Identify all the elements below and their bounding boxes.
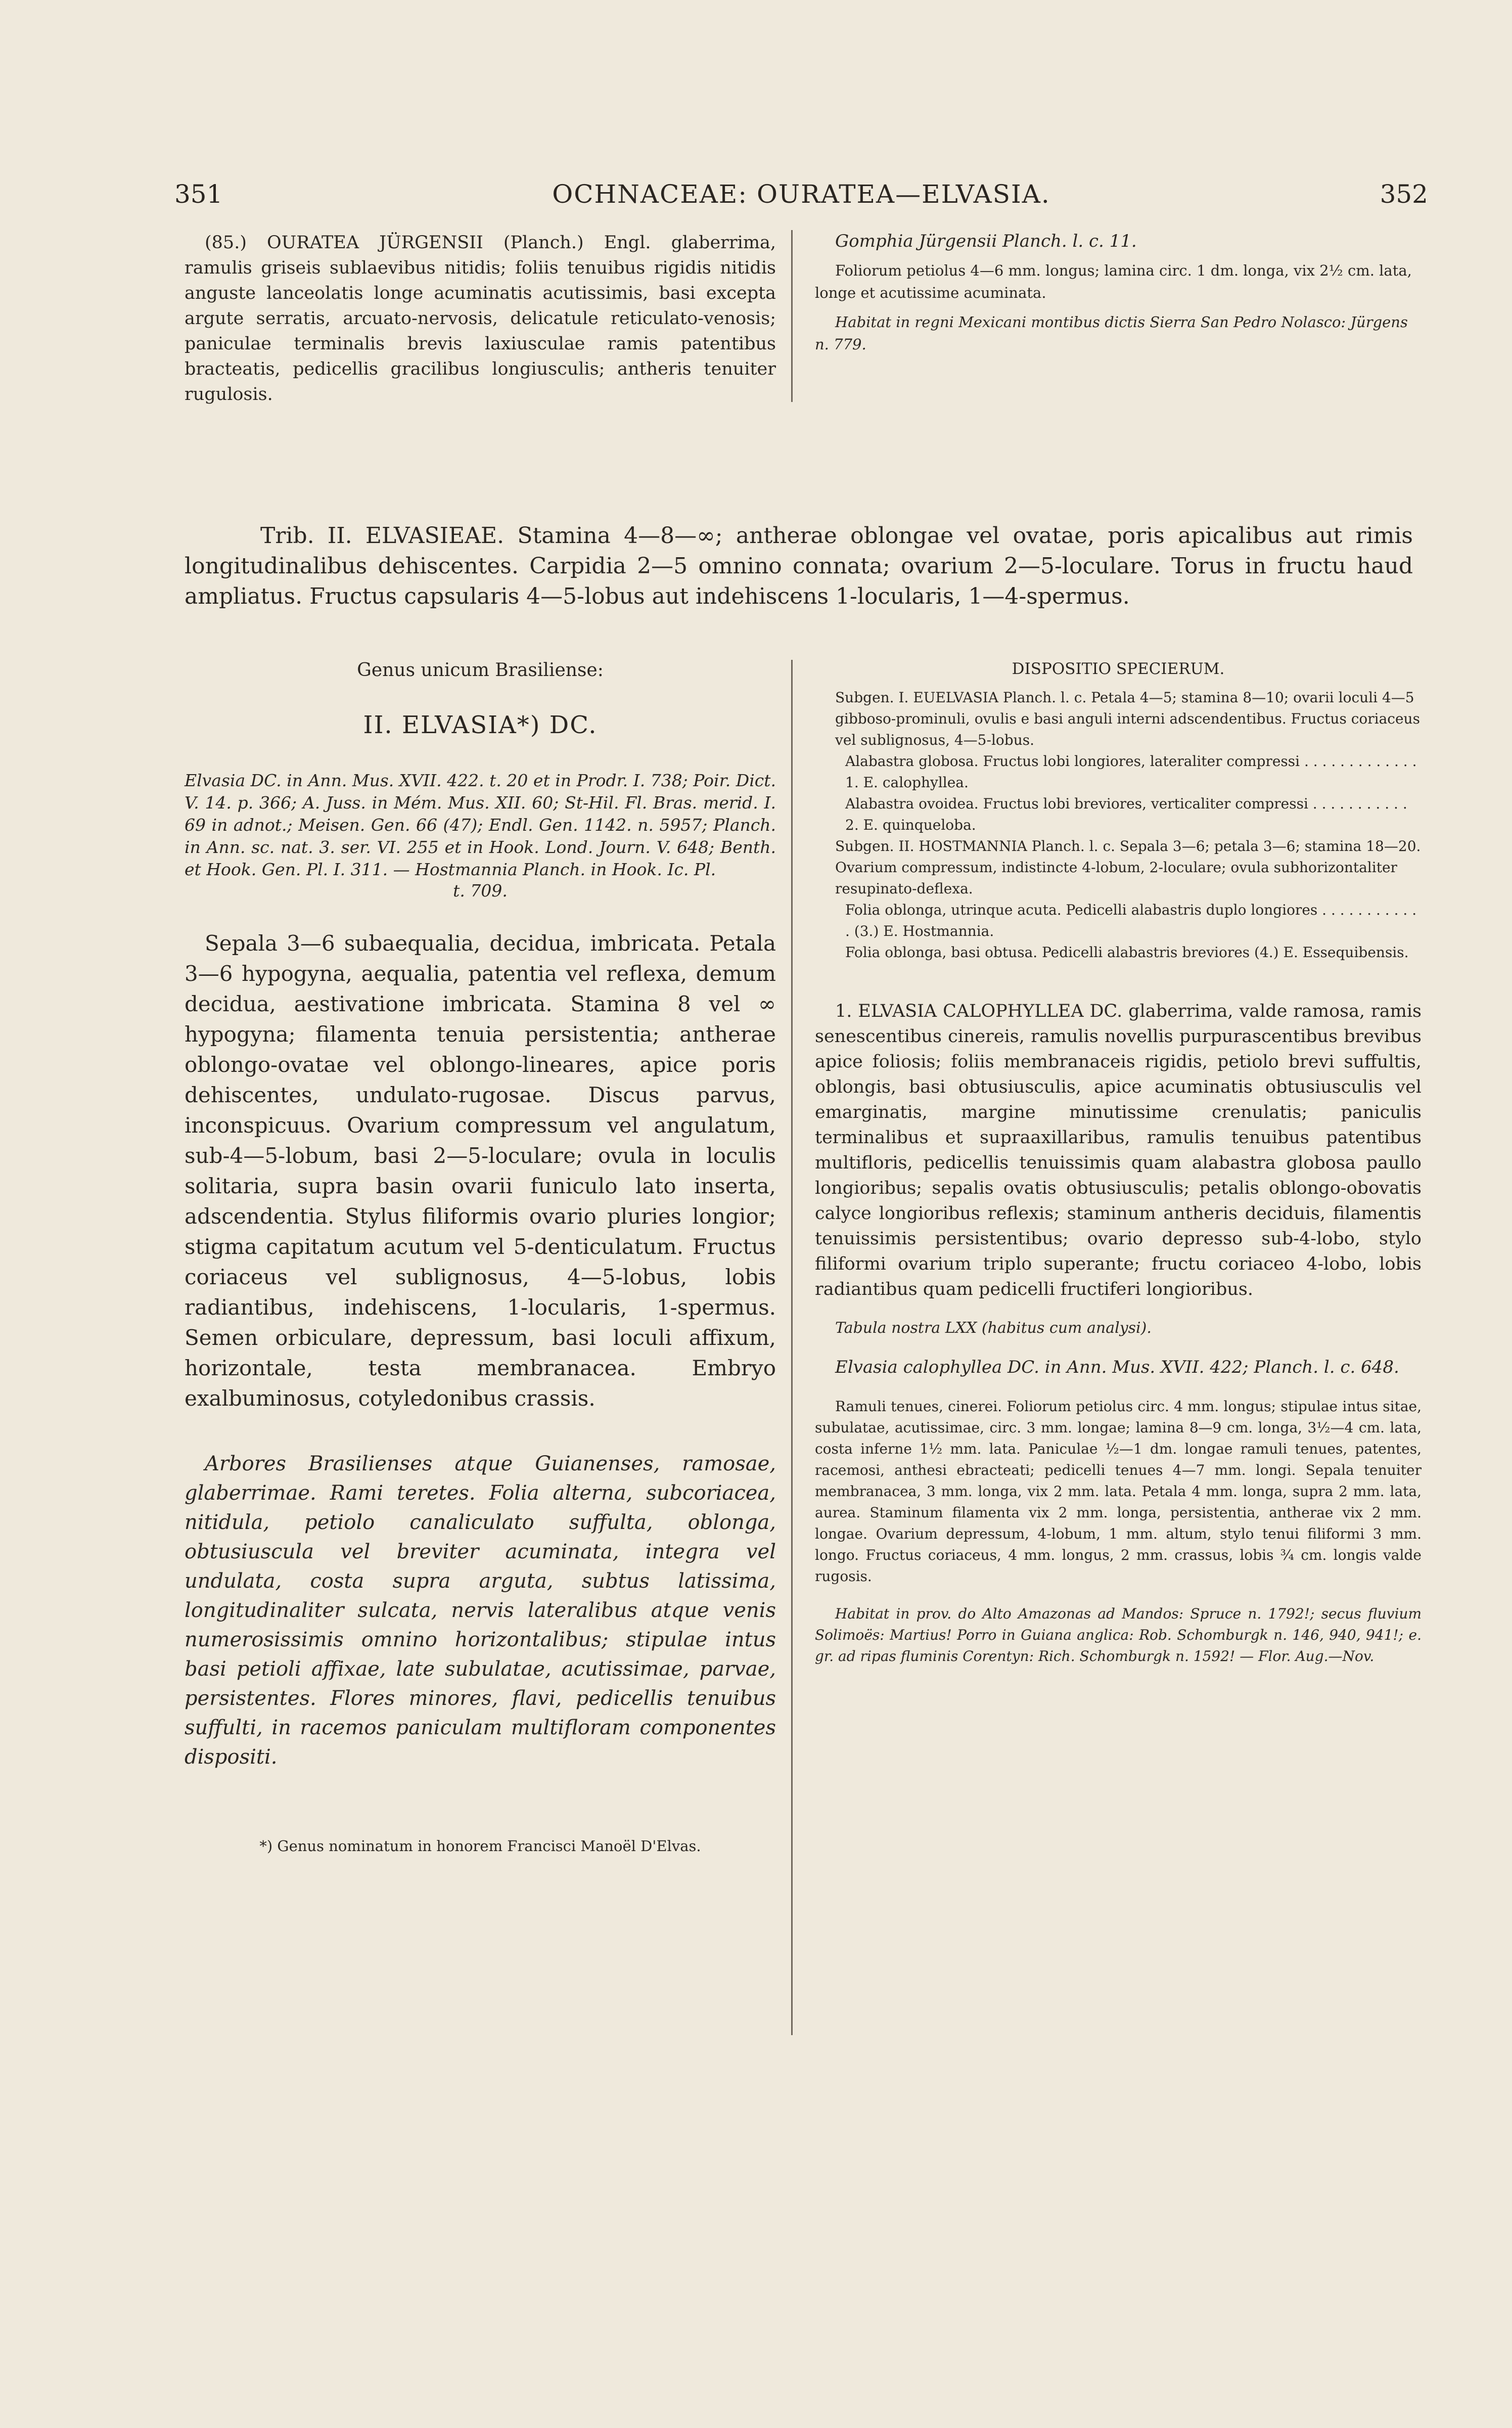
key-item-quinqueloba: Alabastra ovoidea. Fructus lobi breviores, verticaliter compressi . . . . . . . . . . . 2. E. quinqueloba. <box>845 795 1407 833</box>
species-1-description: 1. ELVASIA CALOPHYLLEA DC. glaberrima, valde ramosa, ramis senescentibus cinereis, ramulis novellis purpurascentibus brevibus apice foliosis; foliis membranaceis rigidis, petiolo brevi suffultis, oblongis, basi obtusiusculis, apice acuminatis obtusiusculis vel emarginatis, margine minutissime crenulatis; paniculis terminalibus et supraaxillaribus, ramulis tenuibus patentibus multifloris, pedicellis tenuissimis quam alabastra globosa paullo longioribus; sepalis ovatis obtusiusculis; petalis oblongo-obovatis calyce longioribus reflexis; staminum antheris deciduis, filamentis tenuissimis persistentibus; ovario depresso sub-4-lobo, stylo filiformi ovarium triplo superante; fructu coriaceo 4-lobo, lobis radiantibus quam pedicelli fructiferi longioribus. <box>815 1001 1422 1299</box>
genus-synonymy-end: t. 709. <box>453 881 508 901</box>
left-page-number: 351 <box>174 179 223 209</box>
leaf-details: Foliorum petiolus 4—6 mm. longus; lamina circ. 1 dm. longa, vix 2½ cm. lata, longe et acutissime acuminata. <box>815 262 1412 301</box>
left-column <box>185 660 776 1855</box>
running-title: OCHNACEAE: OURATEA—ELVASIA. <box>552 179 1050 209</box>
top-column-divider <box>791 230 793 402</box>
ouratea-jurgensii-notes <box>815 230 1422 363</box>
synonym-line: Gomphia Jürgensii Planch. l. c. 11. <box>835 231 1137 251</box>
page-header <box>174 179 1428 220</box>
species-1-details: Ramuli tenues, cinerei. Foliorum petiolus circ. 4 mm. longus; stipulae intus sitae, subulatae, acutissimae, circ. 3 mm. longae; lamina 8—9 cm. longa, 3½—4 cm. lata, costa inferne 1½ mm. lata. Paniculae ½—1 dm. longae ramuli tenues, patentes, racemosi, anthesi ebracteati; pedicelli tenues 4—7 mm. longi. Sepala tenuiter membranacea, 3 mm. longa, vix 2 mm. lata. Petala 4 mm. longa, supra 2 mm. lata, aurea. Staminum filamenta vix 2 mm. longa, persistentia, antherae vix 2 mm. longae. Ovarium depressum, 4-lobum, 1 mm. altum, stylo tenui filiformi 3 mm. longo. Fructus coriaceus, 4 mm. longus, 2 mm. crassus, lobis ¾ cm. longis valde rugosis. <box>815 1398 1422 1585</box>
tabula-reference: Tabula nostra LXX (habitus cum analysi). <box>835 1319 1152 1337</box>
key-subgenus-2: Subgen. II. HOSTMANNIA Planch. l. c. Sepala 3—6; petala 3—6; stamina 18—20. Ovarium compressum, indistincte 4-lobum, 2-loculare; ovula subhorizontaliter resupinato-deflexa. <box>835 838 1421 897</box>
right-column <box>815 660 1422 1667</box>
dispositio-heading: DISPOSITIO SPECIERUM. <box>1012 660 1225 678</box>
right-page-number: 352 <box>1380 179 1428 209</box>
tribe-paragraph: Trib. II. ELVASIEAE. Stamina 4—8—∞; antherae oblongae vel ovatae, poris apicalibus aut rimis longitudinalibus dehiscentes. Carpidia 2—5 omnino connata; ovarium 2—5-loculare. Torus in fructu haud ampliatus. Fructus capsularis 4—5-lobus aut indehiscens 1-locularis, 1—4-spermus. <box>185 523 1413 609</box>
species-1-synonym: Elvasia calophyllea DC. in Ann. Mus. XVII. 422; Planch. l. c. 648. <box>835 1357 1399 1377</box>
species-1-habitat: Habitat in prov. do Alto Amazonas ad Mandos: Spruce n. 1792!; secus fluvium Solimoës: Martius! Porro in Guiana anglica: Rob. Schomburgk n. 146, 940, 941!; e. gr. ad ripas fluminis Corentyn: Rich. Schomburgk n. 1592! — Flor. Aug.—Nov. <box>815 1605 1422 1665</box>
genus-unicum-line: Genus unicum Brasiliense: <box>357 660 604 681</box>
key-item-calophyllea: Alabastra globosa. Fructus lobi longiores, lateraliter compressi . . . . . . . . . . . . . 1. E. calophyllea. <box>845 753 1417 791</box>
key-item-essequibensis: Folia oblonga, basi obtusa. Pedicelli alabastris breviores (4.) E. Essequibensis. <box>845 944 1409 961</box>
genus-habit: Arbores Brasilienses atque Guianenses, ramosae, glaberrimae. Rami teretes. Folia alterna, subcoriacea, nitidula, petiolo canaliculato suffulta, oblonga, obtusiuscula vel breviter acuminata, integra vel undulata, costa supra arguta, subtus latissima, longitudinaliter sulcata, nervis lateralibus atque venis numerosissimis omnino horizontalibus; stipulae intus basi petioli affixae, late subulatae, acutissimae, parvae, persistentes. Flores minores, flavi, pedicellis tenuibus suffulti, in racemos paniculam multifloram componentes dispositi. <box>185 1452 776 1769</box>
species-key <box>815 687 1422 963</box>
key-item-hostmannia: Folia oblonga, utrinque acuta. Pedicelli alabastris duplo longiores . . . . . . . . . . . . (3.) E. Hostmannia. <box>845 902 1417 939</box>
ouratea-jurgensii-description <box>185 230 776 414</box>
habitat-line: Habitat in regni Mexicani montibus dictis Sierra San Pedro Nolasco: Jürgens n. 779. <box>815 313 1408 353</box>
footnote: *) Genus nominatum in honorem Francisci Manoël D'Elvas. <box>259 1837 701 1855</box>
species-paragraph: (85.) OURATEA JÜRGENSII (Planch.) Engl. glaberrima, ramulis griseis sublaevibus nitidis; foliis tenuibus rigidis nitidis anguste lanceolatis longe acuminatis acutissimis, basi excepta argute serratis, arcuato-nervosis, delicatule reticulato-venosis; paniculae terminalis brevis laxiusculae ramis patentibus bracteatis, pedicellis gracilibus longiusculis; antheris tenuiter rugulosis. <box>185 233 776 404</box>
genus-heading: II. ELVASIA*) DC. <box>363 711 598 739</box>
genus-description: Sepala 3—6 subaequalia, decidua, imbricata. Petala 3—6 hypogyna, aequalia, patentia vel reflexa, demum decidua, aestivatione imbricata. Stamina 8 vel ∞ hypogyna; filamenta tenuia persistentia; antherae oblongo-ovatae vel oblongo-lineares, apice poris dehiscentes, undulato-rugosae. Discus parvus, inconspicuus. Ovarium compressum vel angulatum, sub-4—5-lobum, basi 2—5-loculare; ovula in loculis solitaria, supra basin ovarii funiculo lato inserta, adscendentia. Stylus filiformis ovario pluries longior; stigma capitatum acutum vel 5-denticulatum. Fructus coriaceus vel sublignosus, 4—5-lobus, lobis radiantibus, indehiscens, 1-locularis, 1-spermus. Semen orbiculare, depressum, basi loculi affixum, horizontale, testa membranacea. Embryo exalbuminosus, cotyledonibus crassis. <box>185 931 776 1411</box>
main-column-divider <box>791 660 793 2035</box>
key-subgenus-1: Subgen. I. EUELVASIA Planch. l. c. Petala 4—5; stamina 8—10; ovarii loculi 4—5 gibboso-prominuli, ovulis e basi anguli interni adscendentibus. Fructus coriaceus vel sublignosus, 4—5-lobus. <box>835 689 1420 748</box>
genus-synonymy: Elvasia DC. in Ann. Mus. XVII. 422. t. 20 et in Prodr. I. 738; Poir. Dict. V. 14. p. 366; A. Juss. in Mém. Mus. XII. 60; St-Hil. Fl. Bras. merid. I. 69 in adnot.; Meisen. Gen. 66 (47); Endl. Gen. 1142. n. 5957; Planch. in Ann. sc. nat. 3. ser. VI. 255 et in Hook. Lond. Journ. V. 648; Benth. et Hook. Gen. Pl. I. 311. — Hostmannia Planch. in Hook. Ic. Pl. <box>185 771 776 879</box>
